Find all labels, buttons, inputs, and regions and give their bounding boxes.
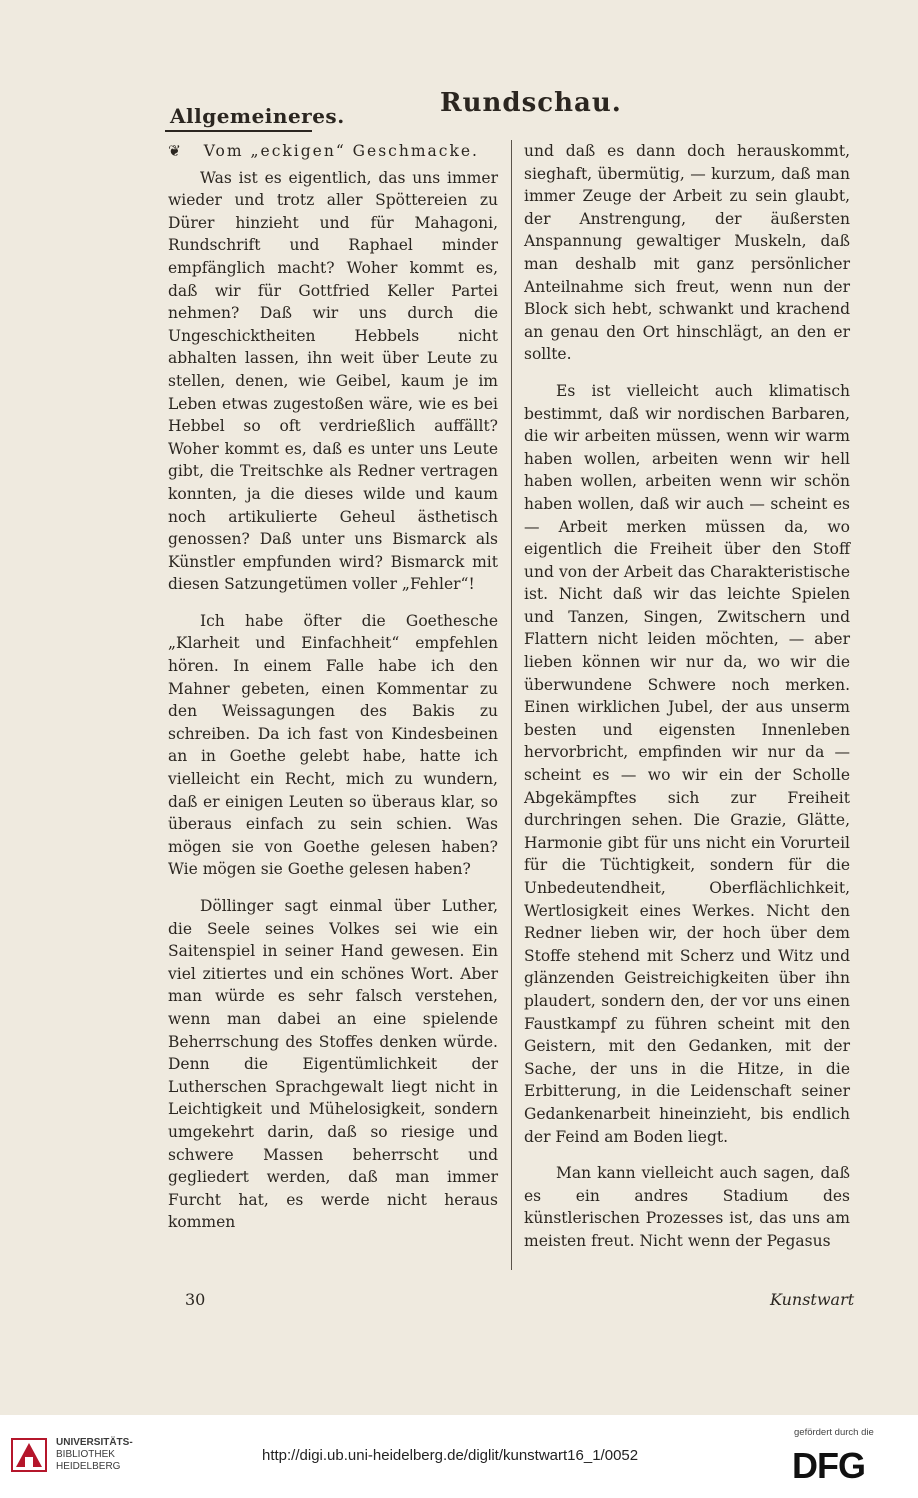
paragraph: Ich habe öfter die Goethesche „Klarheit und Einfachheit“ empfehlen hören. In einem Falle habe ich den Mahner gebeten, einen Kommentar zu den Weissagungen des Bakis zu schreiben. Da ich fast von Kindesbeinen an in Goethe gelebt habe, hatte ich vielleicht ein Recht, mich zu wundern, daß er einigen Leuten so überaus klar, so überaus einfach zu sein schien. Was mögen sie von Goethe gelesen haben? Wie mögen sie Goethe gelesen haben? [168,611,498,879]
library-name: UNIVERSITÄTS- BIBLIOTHEK HEIDELBERG [56,1437,133,1472]
paragraph: Es ist vielleicht auch klimatisch bestimmt, daß wir nordischen Barbaren, die wir arbeiten müssen, wenn wir warm haben wollen, arbeiten wenn wir hell haben wollen, arbeiten wenn wir schön haben wollen, daß wir auch — scheint es — Arbeit merken müssen da, wo eigentlich die Freiheit über den Stoff und von der Arbeit das Charakteristische ist. Nicht daß wir das leichte Spielen und Tanzen, Singen, Zwitschern und Flattern nicht leiden möchten, — aber lieben können wir nur da, wo wir die überwundene Schwere noch merken. Einen wirklichen Jubel, der aus unserm besten und eigensten Innenleben hervorbricht, empfinden wir nur da — scheint es — wo wir ein der Scholle Abgekämpftes sich zur Freiheit durchringen sehen. Die Grazie, Glätte, Harmonie gibt für uns nicht ein Vorurteil für die Tüchtigkeit, sondern für die Unbedeutendheit, Oberflächlichkeit, Wertlosigkeit eines Werkes. Nicht den Redner lieben wir, der hoch über dem Stoffe stehend mit Scherz und Witz und glänzenden Geistreichigkeiten über ihn plaudert, sondern den, der vor uns einen Faustkampf zu führen scheint mit den Geistern, mit den Gedanken, mit der Sache, der uns in die Hitze, in die Erbitterung, in die Leidenschaft seiner Gedankenarbeit hineinzieht, bis endlich der Feind am Boden liegt. [524,381,850,1146]
paragraph: Was ist es eigentlich, das uns immer wieder und trotz aller Spöttereien zu Dürer hinzieht und für Mahagoni, Rundschrift und Raphael minder empfänglich macht? Woher kommt es, daß wir für Gottfried Keller Partei nehmen? Daß wir uns durch die Ungeschicktheiten Hebbels nicht abhalten lassen, ihn weit über Leute zu stellen, denen, wie Geibel, kaum je im Leben etwas zugestoßen wäre, wie es bei Hebbel so oft verdrießlich auffällt? Woher kommt es, daß es unter uns Leute gibt, die Treitschke als Redner vertragen konnten, ja die dieses wilde und kaum noch artikulierte Geheul ästhetisch genossen? Daß unter uns Bismarck als Künstler empfunden wird? Bismarck mit diesen Satzungetümen voller „Fehler“! [168,168,498,594]
digitization-footer [0,1415,918,1498]
article-title: Vom „eckigen“ Geschmacke. [203,142,479,160]
right-column [524,140,850,1253]
paragraph: Man kann vielleicht auch sagen, daß es ein andres Stadium des künstlerischen Prozesses ist, das uns am meisten freut. Nicht wenn der Pegasus [524,1164,850,1250]
page-title: Rundschau. [440,88,622,118]
article-heading [168,140,498,163]
page-number: 30 [185,1290,206,1309]
dfg-logo: DFG [792,1445,865,1486]
funded-by-label: gefördert durch die [794,1427,874,1438]
fleuron-icon: ❦ [168,142,183,160]
journal-name: Kunstwart [770,1290,855,1309]
paragraph: und daß es dann doch herauskommt, sieghaft, übermütig, — kurzum, daß man immer Zeuge der Arbeit zu sein glaubt, der Anstrengung, der äußersten Anspannung gewaltiger Muskeln, daß man deshalb mit ganz persönlicher Anteilnahme sich freut, wenn nun der Block sich hebt, schwankt und krachend an genau den Ort hinschlägt, an den er sollte. [524,142,850,364]
left-column [168,140,498,1234]
column-divider [511,140,512,1270]
university-library-logo-icon [10,1435,48,1475]
paragraph: Döllinger sagt einmal über Luther, die Seele seines Volkes sei wie ein Saitenspiel in seiner Hand gewesen. Ein viel zitiertes und ein schönes Wort. Aber man würde es sehr falsch verstehen, wenn man dabei an eine spielende Beherrschung des Stoffes denken würde. Denn die Eigentümlichkeit der Lutherschen Sprachgewalt liegt nicht in Leichtigkeit und Mühelosigkeit, sondern umgekehrt darin, daß so riesige und schwere Massen beherrscht und gegliedert werden, daß man immer Furcht hat, es werde nicht heraus kommen [168,897,498,1232]
section-header: Allgemeineres. [170,104,345,128]
section-header-rule [165,130,312,132]
source-url[interactable]: http://digi.ub.uni-heidelberg.de/diglit/kunstwart16_1/0052 [262,1447,639,1464]
